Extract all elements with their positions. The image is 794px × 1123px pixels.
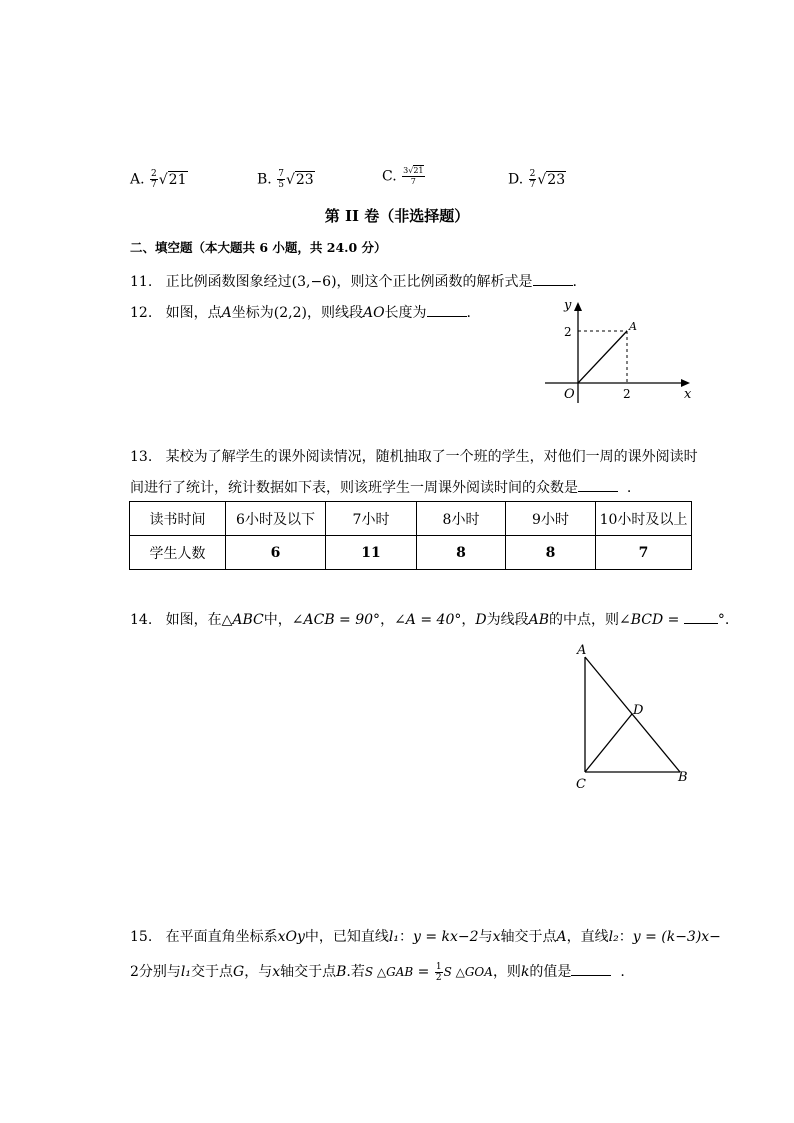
figure-12-coordinate-plane — [540, 295, 700, 410]
question-text: 中， — [263, 612, 292, 628]
angle-A: ∠A = 40° — [394, 612, 462, 628]
fraction-half — [435, 962, 443, 983]
answer-blank[interactable] — [427, 304, 467, 317]
question-text: 轴交于点 — [500, 929, 557, 945]
question-text: 轴交于点 — [280, 964, 337, 980]
x-axis-arrow — [681, 379, 690, 387]
question-text: 如图，在 — [165, 612, 222, 628]
choice-b-letter: B. — [257, 171, 272, 188]
question-text: 交于点 — [191, 964, 234, 980]
origin-label: O — [564, 387, 575, 402]
choice-b-sqrt: √23 — [285, 171, 314, 188]
punctuation: . — [466, 305, 471, 321]
var-AO: AO — [362, 305, 385, 321]
table-cell: 8 — [417, 536, 506, 570]
var-x: x — [492, 929, 501, 945]
equation-l1: y = kx−2 — [413, 929, 479, 945]
table-row — [130, 536, 692, 570]
var-x: x — [272, 964, 281, 980]
question-text: ，与 — [244, 964, 273, 980]
table-header-row — [130, 502, 692, 536]
question-14 — [130, 609, 729, 629]
x-tick-label: 2 — [623, 387, 631, 401]
question-text: 某校为了解学生的课外阅读情况，随机抽取了一个班的学生，对他们一周的课外阅读时 — [165, 449, 698, 465]
radicand: 21 — [168, 171, 187, 188]
table-cell: 读书时间 — [130, 502, 226, 536]
question-text: ，则 — [492, 964, 521, 980]
angle-ACB: ∠ACB = 90° — [291, 612, 381, 628]
question-text: ，则这个正比例函数的解析式是 — [336, 274, 533, 290]
y-tick-label: 2 — [564, 325, 572, 339]
figure-14-triangle — [570, 640, 700, 795]
table-cell: 8小时 — [417, 502, 506, 536]
question-13-line1 — [130, 446, 698, 466]
choice-a-fraction — [150, 169, 158, 190]
table-cell: 10小时及以上 — [596, 502, 692, 536]
fraction-numerator: 1 — [435, 961, 442, 972]
table-cell: 学生人数 — [130, 536, 226, 570]
fraction-numerator: 7 — [278, 169, 284, 179]
x-label: x — [684, 387, 692, 402]
vertex-A-label: A — [577, 643, 587, 658]
question-13-line2 — [130, 477, 631, 497]
question-11 — [130, 271, 577, 291]
question-text: 长度为 — [384, 305, 427, 321]
part2-title: 第 II 卷（非选择题） — [324, 207, 470, 225]
choice-b — [257, 169, 315, 190]
table-cell: 9小时 — [506, 502, 596, 536]
punctuation: . — [572, 274, 577, 290]
choice-d — [508, 169, 566, 190]
question-text: 2分别与 — [130, 964, 181, 980]
radicand: 23 — [547, 171, 566, 188]
question-number: 14. — [130, 612, 153, 628]
question-15-line2 — [130, 961, 625, 983]
y-label: y — [564, 298, 572, 313]
var-AB: AB — [528, 612, 549, 628]
punctuation: . — [620, 964, 625, 980]
question-text: ，则线段 — [306, 305, 363, 321]
choice-c — [382, 166, 426, 187]
question-number: 11. — [130, 274, 153, 290]
question-text: 为线段 — [486, 612, 529, 628]
table-cell: 6 — [226, 536, 326, 570]
question-number: 12. — [130, 305, 153, 321]
var-l2: l₂ — [608, 929, 619, 945]
var-A: A — [556, 929, 567, 945]
fraction-denominator: 7 — [529, 180, 536, 190]
choice-d-sqrt: √23 — [537, 171, 566, 188]
triangle-ABC: △ABC — [221, 612, 264, 628]
var-l1: l₁ — [388, 929, 400, 945]
fraction-denominator: 2 — [435, 972, 442, 983]
section-heading: 二、填空题（本大题共 6 小题，共 24.0 分） — [130, 240, 387, 255]
question-text: 正比例函数图象经过 — [165, 274, 292, 290]
var-D: D — [475, 612, 487, 628]
punctuation: °. — [717, 612, 730, 628]
choice-b-fraction — [277, 169, 285, 190]
segment-CD — [585, 714, 632, 772]
question-text: 间进行了统计，统计数据如下表，则该班学生一周课外阅读时间的众数是 — [130, 480, 578, 496]
punctuation: ： — [399, 929, 414, 945]
choice-a — [130, 169, 188, 190]
answer-blank[interactable] — [571, 963, 611, 976]
question-text: 在平面直角坐标系 — [165, 929, 278, 945]
answer-blank[interactable] — [578, 479, 618, 492]
question-text: 的中点，则 — [549, 612, 619, 628]
choice-a-letter: A. — [130, 171, 145, 188]
equation-l2: y = (k−3)x− — [632, 929, 721, 945]
vertex-C-label: C — [576, 777, 586, 792]
punctuation: ， — [380, 612, 395, 628]
point-A-label: A — [629, 320, 637, 333]
point-coordinates: (2,2) — [273, 305, 307, 321]
table-cell: 8 — [506, 536, 596, 570]
area-GOA: S △GOA — [443, 965, 493, 979]
choice-c-fraction — [402, 166, 424, 187]
question-text: 与 — [478, 929, 493, 945]
question-text: 坐标为 — [231, 305, 274, 321]
coef: 3 — [403, 166, 409, 175]
var-l1: l₁ — [180, 964, 192, 980]
segment-AO — [578, 331, 627, 383]
question-15-line1 — [130, 926, 721, 946]
fraction-denominator: 7 — [151, 180, 157, 190]
table-cell: 7小时 — [326, 502, 417, 536]
fraction-denominator: 5 — [278, 180, 284, 190]
area-GAB: S △GAB — [364, 965, 414, 979]
fraction-numerator: 3√21 — [403, 166, 424, 175]
punctuation: . — [626, 480, 632, 496]
table-cell: 6小时及以下 — [226, 502, 326, 536]
question-number: 15. — [130, 929, 153, 945]
fraction-numerator: 2 — [151, 169, 157, 179]
radicand: 21 — [413, 166, 424, 175]
var-k: k — [520, 964, 530, 980]
angle-BCD: ∠BCD = — [619, 612, 680, 628]
reading-time-table — [129, 501, 692, 570]
var-B: B — [336, 964, 347, 980]
y-axis-arrow — [574, 302, 582, 311]
radicand: 23 — [295, 171, 314, 188]
table-cell: 7 — [596, 536, 692, 570]
choice-a-sqrt: √21 — [158, 171, 187, 188]
question-text: ，直线 — [566, 929, 609, 945]
punctuation: ： — [618, 929, 633, 945]
fraction-numerator: 2 — [529, 169, 536, 179]
table-cell: 11 — [326, 536, 417, 570]
var-xOy: xOy — [277, 929, 305, 945]
answer-blank[interactable] — [533, 273, 573, 286]
choice-c-letter: C. — [382, 168, 397, 185]
point-coordinates: (3,−6) — [291, 274, 337, 290]
question-number: 13. — [130, 449, 153, 465]
question-12 — [130, 302, 471, 322]
punctuation: ， — [461, 612, 476, 628]
vertex-B-label: B — [678, 770, 688, 785]
choice-d-fraction — [529, 169, 537, 190]
answer-blank[interactable] — [684, 611, 718, 624]
fraction-denominator: 7 — [410, 177, 416, 186]
point-D-label: D — [633, 703, 644, 718]
var-A: A — [221, 305, 232, 321]
choice-d-letter: D. — [508, 171, 524, 188]
var-G: G — [233, 964, 245, 980]
question-text: 的值是 — [529, 964, 572, 980]
equals-sign: = — [413, 964, 434, 980]
question-text: .若 — [346, 964, 365, 980]
question-text: 中，已知直线 — [304, 929, 389, 945]
question-text: 如图，点 — [165, 305, 222, 321]
